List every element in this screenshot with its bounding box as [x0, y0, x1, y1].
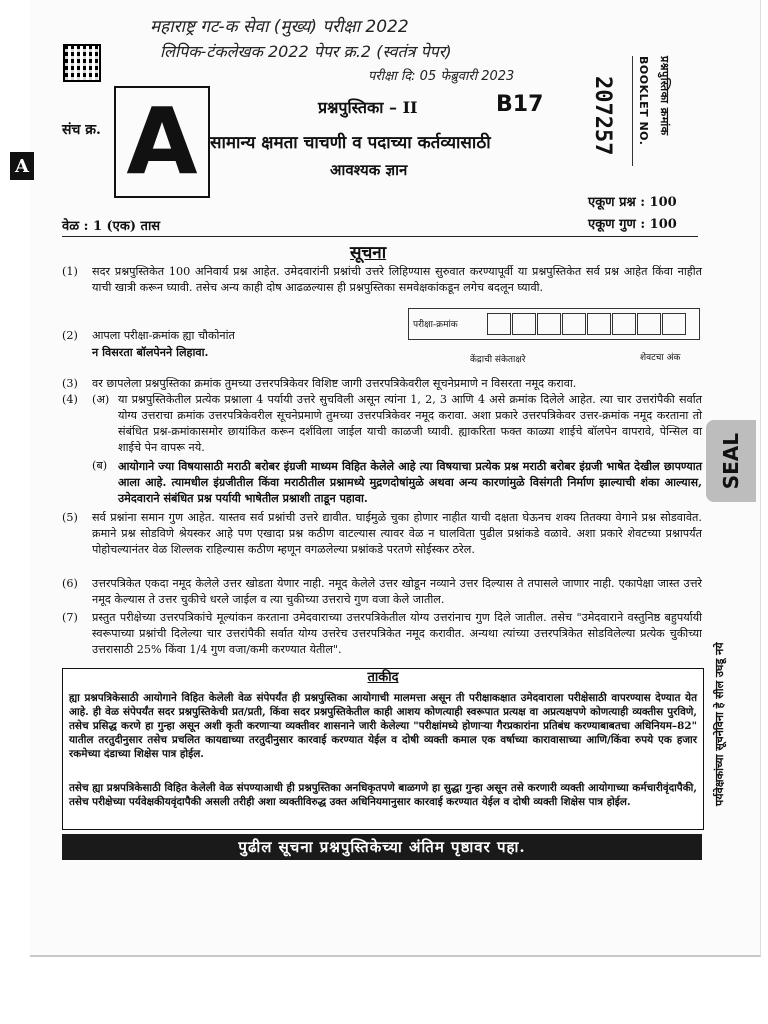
series-letter-box	[114, 86, 210, 198]
caution-paragraph-2: तसेच ह्या प्रश्नपत्रिकेसाठी विहित केलेली वेळ संपण्याआधी ही प्रश्नपुस्तिका अनधिकृतपणे बाळगणे हा सुद्धा गुन्हा असून तसे करणारी व्यक्ती आयोगाच्या कर्मचारीवृंदापैकी, तसेच परीक्षेच्या पर्यवेक्षकीयवृंदापैकी असली तरीही अशा व्यक्तीविरुद्ध उक्त अधिनियमानुसार कारवाई करण्यात येईल व दोषी व्यक्ती शिक्षेस पात्र होईल.	[69, 782, 697, 808]
instruction-number: (1)	[62, 265, 78, 278]
total-marks: एकूण गुण : 100	[588, 217, 677, 232]
handwritten-line-3: परीक्षा दि: 05 फेब्रुवारी 2023	[368, 69, 515, 84]
qr-code-icon	[65, 46, 99, 80]
time-allowed: वेळ : 1 (एक) तास	[62, 219, 161, 234]
subject-line-1: सामान्य क्षमता चाचणी व पदाच्या कर्तव्यासाठी	[210, 133, 491, 153]
booklet-number-label-en: BOOKLET NO.	[637, 56, 650, 146]
instruction-text: सदर प्रश्नपुस्तिकेत 100 अनिवार्य प्रश्न आहेत. उमेदवारांनी प्रश्नांची उत्तरे लिहिण्यास सुरुवात करण्यापूर्वी या प्रश्नपुस्तिकेत सर्व प्रश्न आहेत किंवा नाहीत याची खात्री करून घ्यावी. तसेच अन्य काही दोष आढळल्यास ही प्रश्नपुस्तिका समवेक्षकांकडून लगेच बदलून घ्यावी.	[92, 265, 702, 294]
instruction-text: सर्व प्रश्नांना समान गुण आहेत. यास्तव सर्व प्रश्नांची उत्तरे द्यावीत. घाईमुळे चुका होणार नाहीत याची दक्षता घेऊनच शक्य तितक्या वेगाने प्रश्न सोडवावेत. क्रमाने प्रश्न सोडविणे श्रेयस्कर आहे पण एखादा प्रश्न कठीण वाटल्यास त्यावर वेळ न घालविता पुढील प्रश्नांकडे वळावे. अशा प्रकारे शेवटच्या प्रश्नापर्यंत पोहोचल्यानंतर वेळ शिल्लक राहिल्यास कठीण म्हणून वगळलेल्या प्रश्नांकडे परतणे सोईस्कर ठरेल.	[92, 511, 702, 556]
side-tab-letter: A	[10, 152, 34, 180]
handwritten-line-1: महाराष्ट्र गट-क सेवा (मुख्य) परीक्षा 2022	[150, 17, 409, 37]
series-label: संच क्र.	[62, 122, 101, 138]
instruction-text: प्रस्तुत परीक्षेच्या उत्तरपत्रिकांचे मूल्यांकन करताना उमेदवाराच्या उत्तरपत्रिकेतील योग्य उत्तरांनाच गुण दिले जातील. तसेच "उमेदवाराने वस्तुनिष्ठ बहुपर्यायी स्वरूपाच्या प्रश्नांची दिलेल्या चार उत्तरांपैकी सर्वात योग्य उत्तरेच उत्तरपत्रिकेत नमूद करावीत. अन्यथा त्यांच्या उत्तरपत्रिकेत सोडविलेल्या प्रत्येक चुकीच्या उत्तरासाठी 25% किंवा 1/4 गुण वजा/कमी करण्यात येतील".	[92, 611, 702, 656]
instruction-text	[92, 328, 422, 361]
booklet-number-label-mr: प्रश्नपुस्तिका क्रमांक	[658, 56, 671, 136]
instruction-number: (4)	[62, 393, 78, 406]
instruction-number: (3)	[62, 377, 78, 390]
booklet-number-panel	[632, 56, 677, 166]
instruction-text: वर छापलेला प्रश्नपुस्तिका क्रमांक तुमच्या उत्तरपत्रिकेवर विशिष्ट जागी उत्तरपत्रिकेवरील सूचनेप्रमाणे न विसरता नमूद करावा.	[92, 377, 577, 390]
total-questions: एकूण प्रश्न : 100	[588, 195, 677, 210]
caution-paragraph-1: ह्या प्रश्नपत्रिकेसाठी आयोगाने विहित केलेली वेळ संपेपर्यंत ही प्रश्नपुस्तिका आयोगाची मालमत्ता असून ती परीक्षाकक्षात उमेदवाराला परीक्षेसाठी वापरण्यास देण्यात येत आहे. ही वेळ संपेपर्यंत सदर प्रश्नपुस्तिकेची प्रत/प्रती, किंवा सदर प्रश्नपुस्तिकेतील काही आशय कोणत्याही स्वरूपात प्रत्यक्ष वा अप्रत्यक्षपणे कोणत्याही व्यक्तीस पुरविणे, तसेच प्रसिद्ध करणे हा गुन्हा असून अशी कृती करणाऱ्या व्यक्तीवर शासनाने जारी केलेल्या "परीक्षांमध्ये होणाऱ्या गैरप्रकारांना प्रतिबंध करण्याबाबतचा अधिनियम–82" यातील तरतुदीनुसार तसेच प्रचलित कायद्याच्या तरतुदीनुसार कारवाई करण्यात येईल व दोषी व्यक्ती कमाल एक वर्षाच्या कारावासाच्या आणि/किंवा रुपये एक हजार रकमेच्या दंडाच्या शिक्षेस पात्र होईल.	[69, 692, 697, 760]
instruction-number: (2)	[62, 329, 78, 342]
roll-number-cells	[487, 313, 687, 335]
instructions-heading: सूचना	[350, 243, 387, 263]
footer-banner	[62, 834, 702, 860]
instruction-4a-text: या प्रश्नपुस्तिकेतील प्रत्येक प्रश्नाला 4 पर्यायी उत्तरे सुचविली असून त्यांना 1, 2, 3 आणि 4 असे क्रमांक दिलेले आहेत. त्या चार उत्तरांपैकी सर्वात योग्य उत्तराचा क्रमांक उत्तरपत्रिकेवरील सूचनेप्रमाणे तुमच्या उत्तरपत्रिकेवर नमूद करावा. अशा प्रकारे उत्तरपत्रिकेवर उत्तर-क्रमांक नमूद करताना तो संबंधित प्रश्न-क्रमांकासमोर छायांकित करून दर्शविला जाईल याची काळजी घ्यावी. ह्याकरिता फक्त काळ्या शाईचे बॉलपेन वापरावे, पेन्सिल वा शाईचे पेन वापरू नये.	[118, 393, 702, 454]
roll-last-digit-label: शेवटचा अंक	[640, 353, 681, 363]
booklet-serial-number: 207257	[590, 76, 615, 156]
roll-cell	[587, 313, 611, 335]
booklet-title: प्रश्नपुस्तिका – II	[318, 98, 418, 117]
roll-cell	[662, 313, 686, 335]
seal-vertical-note: पर्यवेक्षकांच्या सूचनेविना हे सील उघडू नये	[713, 642, 726, 806]
handwritten-line-2: लिपिक-टंकलेखक 2022 पेपर क्र.2 (स्वतंत्र पेपर)	[160, 42, 452, 61]
roll-cell	[537, 313, 561, 335]
instruction-2-line-2: न विसरता बॉलपेनने लिहावा.	[92, 345, 209, 359]
seal-tab	[706, 420, 756, 502]
booklet-code: B17	[496, 92, 544, 117]
footer-text: पुढील सूचना प्रश्नपुस्तिकेच्या अंतिम पृष्ठावर पहा.	[238, 838, 526, 856]
seal-label: SEAL	[719, 432, 743, 490]
roll-cell	[562, 313, 586, 335]
instruction-4a-label: (अ)	[92, 393, 110, 406]
roll-number-label: परीक्षा-क्रमांक	[413, 320, 458, 330]
roll-cell	[637, 313, 661, 335]
caution-box	[62, 668, 704, 830]
instruction-number: (5)	[62, 511, 78, 524]
header-divider	[62, 236, 698, 237]
roll-center-code-label: केंद्राची संकेताक्षरे	[470, 355, 526, 365]
roll-number-box	[408, 308, 700, 340]
instruction-4b-text: आयोगाने ज्या विषयासाठी मराठी बरोबर इंग्रजी माध्यम विहित केलेले आहे त्या विषयाचा प्रत्येक प्रश्न मराठी बरोबर इंग्रजी भाषेत देखील छापण्यात आला आहे. त्यामधील इंग्रजीतील किंवा मराठीतील प्रश्नामध्ये मुद्रणदोषांमुळे अथवा अन्य कारणांमुळे विसंगती निर्माण झाल्याची शंका आल्यास, उमेदवाराने संबंधित प्रश्न पर्यायी भाषेतील प्रश्नाशी ताडून पहावा.	[118, 459, 702, 505]
caution-title: ताकीद	[367, 670, 399, 685]
instruction-text: उत्तरपत्रिकेत एकदा नमूद केलेले उत्तर खोडता येणार नाही. नमूद केलेले उत्तर खोडून नव्याने उत्तर दिल्यास ते तपासले जाणार नाही. एकापेक्षा जास्त उत्तरे नमूद केल्यास ते उत्तर चुकीचे धरले जाईल व त्या चुकीच्या उत्तराचे गुण वजा केले जातील.	[92, 577, 702, 606]
instruction-4b-label: (ब)	[92, 459, 108, 472]
instruction-2-line-1: आपला परीक्षा-क्रमांक ह्या चौकोनांत	[92, 329, 235, 342]
roll-cell	[487, 313, 511, 335]
subject-line-2: आवश्यक ज्ञान	[330, 161, 408, 179]
series-letter: A	[126, 88, 198, 195]
roll-cell	[612, 313, 636, 335]
instruction-number: (7)	[62, 611, 78, 624]
instruction-number: (6)	[62, 577, 78, 590]
roll-cell	[512, 313, 536, 335]
